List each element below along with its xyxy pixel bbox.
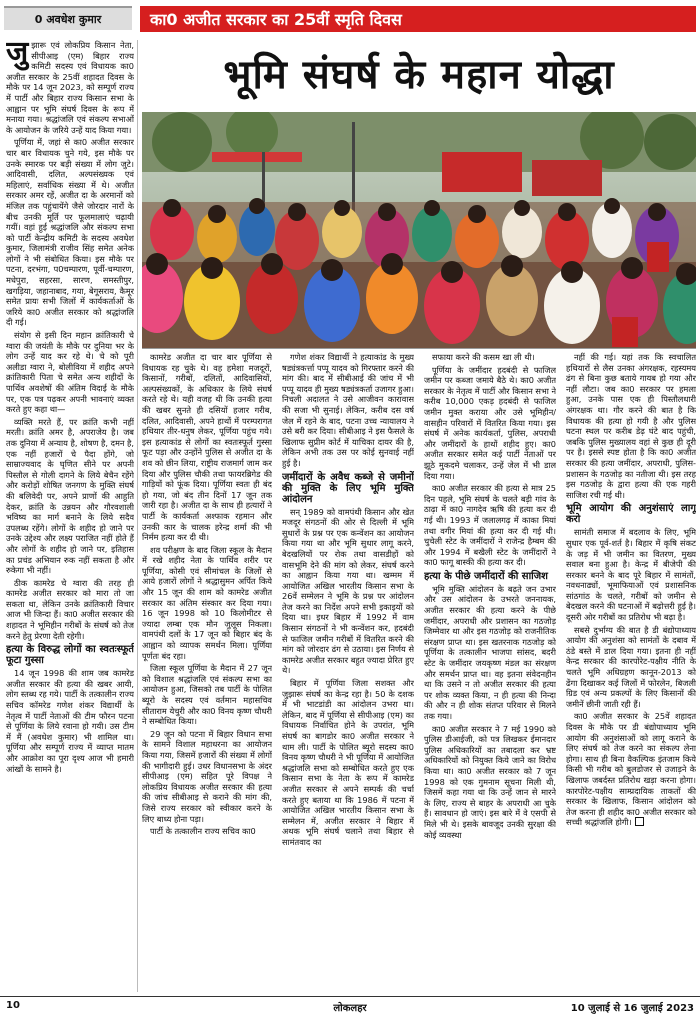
paragraph: पूर्णिया के जमींदार हदबंदी से फाजिल जमीन पर कब्जा जमाये बैठे थे। का0 अजीत सरकार के नेतृत्व में पार्टी और किसान सभा ने करीब 10,000 एकड़ हदबंदी से फाजिल जमीन मुक्त कराया और उसे भूमिहीन/वासहीन परिवारों में वितरित किया गया। इस संघर्ष में अनेक कार्यकर्ता, पुलिस, अपराधी और जमींदारों के हाथों शहीद हुए। का0 अजीत सरकार समेत कई पार्टी नेताओं पर झूठे मुकदमे चलाकर, उन्हें जेल में भी डाल दिया गया। — [424, 364, 556, 481]
byline: 0 अवधेश कुमार — [4, 6, 132, 30]
page-number: 10 — [6, 1000, 20, 1011]
paragraph: संयोग से इसी दिन महान क्रांतिकारी चे ग्वारा की जयंती के मौके पर दुनिया भर के लोग उन्हें याद कर रहे थे। चे को पूरी अलीडा ग्वारा ने, बोलीविया में शहीद अपने क्रांतिकारी पिता चे समेत अन्य शहीदों के पार्थिव अवशेषों की अंतिम विदाई के मौके पर, एक पत्र पढ़कर अपनी भावनाएं व्यक्त करते हुए कहा था— — [6, 330, 134, 415]
paragraph: सबसे दुर्भाग्य की बात है डी बंद्योपाध्याय आयोग की अनुशंसा को सामंतों के दबाव में ठंडे बस्ते में डाल दिया गया। इतना ही नहीं केन्द्र सरकार की कारपोरेट-पक्षीय नीति के चलते भूमि अधिग्रहण कानून-2013 को ढेंगा दिखाकर कई जिलों में फोरलेन, बिजली ग्रिड एवं अन्य प्रकल्पों के लिए किसानों की जमीनें छीनी जाती रही हैं। — [566, 624, 696, 709]
paragraph: झारू एवं लोकप्रिय किसान नेता, सीपीआइ (एम) बिहार राज्य कमिटी सदस्य एवं विधायक का0 अजीत सरकार के 25वीं शहादत दिवस के मौके पर 14 जून 2023, को सम्पूर्ण राज्य में पार्टी और बिहार राज्य किसान सभा के आह्वान पर भूमि संघर्ष दिवस के रूप में मनाया गया। श्रद्धांजलि एवं संकल्प सभाओं के आयोजन के जरिये उन्हें याद किया गया। — [6, 40, 134, 135]
paragraph: बिहार में पूर्णिया जिला सशक्त और जुझारू संघर्ष का केन्द्र रहा है। 50 के दशक में भी भाटडांडी का आंदोलन उभरा था। लेकिन, बाद में पूर्णिया से सीपीआइ (एम) का विधायक निर्वाचित होने के उपरांत, भूमि संघर्ष का बागडोर का0 अजीत सरकार ने थाम ली। पार्टी के पोलित ब्यूरो सदस्य का0 विनय कृष्ण चौधरी ने भी पूर्णिया में आयोजित श्रद्धांजलि सभा को सम्बोधित करते हुए एक किसान सभा के नेता के रूप में कामरेड अजीत सरकार से अपने सम्पर्क की चर्चा करते हुए बताया था कि 1986 में पटना में आयोजित अखिल भारतीय किसान सभा के सम्मेलन में, अजीत सरकार ने बिहार में अथक भूमि संघर्ष चलाने तथा बिहार से सामंतवाद का — [282, 678, 414, 847]
crowd-illustration — [142, 112, 696, 348]
paragraph: सामंती समाज में बदलाव के लिए, भूमि सुधार एक पूर्व-शर्त है। बिहार में कृषि संकट के जड़ में भी जमीन का वितरण, मुख्य सवाल बना हुआ है। केन्द्र में बीजेपी की सरकार बनने के बाद पूरे बिहार में सामंतों, नवधनाढ्यों, भूमाफियाओं एवं प्रशासनिक सांठगांठ के चलते, गरीबों को जमीन से बेदखल करने की घटनाओं में बढ़ोत्तरी हुई है। दूसरी ओर गरीबों का प्रतिरोध भी बढ़ा है। — [566, 527, 696, 623]
publication-name: लोकलहर — [333, 1003, 367, 1014]
paragraph: 14 जून 1998 की शाम जब कामरेड अजीत सरकार की हत्या की खबर आयी, लोग स्तब्ध रह गये। पार्टी के तत्कालीन राज्य सचिव कॉमरेड गणेश शंकर विद्यार्थी के नेतृत्व में पार्टी नेताओं की टीम फौरन पटना से पूर्णिया के लिये रवाना हो गयी। उस टीम में मैं (अवधेश कुमार) भी शामिल था। पूर्णिया और सम्पूर्ण राज्य में व्याप्त मातम और आक्रोश का पूरा दृश्य आज भी हमारी आंखों के सामने है। — [6, 668, 134, 774]
column-divider — [137, 40, 138, 992]
issue-date: 10 जुलाई से 16 जुलाई 2023 — [570, 1003, 694, 1014]
gathering-photo — [142, 112, 696, 349]
column-5 — [566, 352, 696, 990]
subheading: हत्या के विरुद्ध लोगों का स्वतःस्फूर्त फूटा गुस्सा — [6, 644, 134, 667]
column-3 — [282, 352, 414, 990]
paragraph: व्यक्ति मरते हैं, पर क्रांति कभी नहीं मरती। क्रांति अमर है, अपराजेय है। जब तक दुनिया में अन्याय है, शोषण है, दमन है, एक नहीं हजारों चे पैदा होंगे, जो साम्राज्यवाद के घृणित सीने पर अपनी पिस्तौल से गोली दागने के लिये बेचैन रहेंगे और करोड़ों शोषित जनगण के मुक्ति संघर्ष की बलिवेदी पर, अपने प्राणों की आहुति देकर, क्रांति के उन्नयन और गौरवशाली भविष्य का मार्ग बनाने के लिये सदैव उपलब्ध रहेंगे। लोगों के शहीद हो जाने पर उनके उद्देश्य और लक्ष्य पराजित नहीं होते हैं और लोगों के शहीद हो जाने पर, इतिहास का प्रचंड अभियान रुक नहीं सकता है और रुकेगा भी नहीं। — [6, 416, 134, 576]
kicker-banner: का0 अजीत सरकार का 25वीं स्मृति दिवस — [140, 6, 696, 32]
paragraph: जिला स्कूल पूर्णिया के मैदान में 27 जून को विशाल श्रद्धांजलि एवं संकल्प सभा का आयोजन हुआ, जिसको तब पार्टी के पोलित ब्यूरो के सदस्य एवं वर्तमान महासचिव सीताराम येचुरी और का0 विनय कृष्ण चौधरी ने सम्बोधित किया। — [142, 663, 272, 727]
column-2 — [142, 352, 272, 990]
column-4 — [424, 352, 556, 990]
column-1 — [6, 40, 134, 990]
paragraph: भूमि मुक्ति आंदोलन के बढ़ते जन उभार और उस आंदोलन के उभरते जननायक, अजीत सरकार की हत्या करने के पीछे जमींदार, अपराधी और प्रशासन का गठजोड़ जिम्मेवार था और इस गठजोड़ को राजनीतिक संरक्षण प्राप्त था। इस खतरनाक गठजोड़ को पूर्णिया के तत्कालीन भाजपा सांसद, बदरी स्टेट के जमींदार जयकृष्ण मंडल का संरक्षण और समर्थन प्राप्त था। वह इतना संवेदनहीन था कि उसने न तो अजीत सरकार की हत्या पर शोक व्यक्त किया, न ही हत्या की निन्दा की और न ही शोक संतप्त परिवार से मिलने तक गया। — [424, 583, 556, 721]
paragraph: नहीं की गई। यहां तक कि स्वचालित हथियारों से लैस उनका अंगरक्षक, रहस्यमय ढंग से बिना कुछ बताये गायब हो गया और नहीं लौटा। जब का0 सरकार पर हमला हुआ, उनके पास एक ही पिस्तौलधारी अंगरक्षक था। गौर करने की बात है कि विधायक की हत्या हो गयी है और पुलिस घटना स्थल पर करीब डेढ़ घंटे बाद पहुंची, जबकि पुलिस मुख्यालय वहां से कुछ ही दूरी पर है। इससे स्पष्ट होता है कि का0 अजीत सरकार की हत्या जमींदार, अपराधी, पुलिस-प्रशासन के गठजोड़ का नतीजा थी। इस तरह इस गठजोड़ के द्वारा हत्या की एक गहरी साजिश रची गई थी। — [566, 352, 696, 500]
paragraph: का0 अजीत सरकार की हत्या से मात्र 25 दिन पहले, भूमि संघर्ष के चलते बड़ी गांव के ठाढ़ा में का0 नागदेव ऋषि की हत्या कर दी गई थी। 1993 में जलालगढ़ में काका मियां तथा वगीर मियां की हत्या कर दी गई थी। चुचेली स्टेट के जमींदारों ने राजेन्द्र हैम्बम की और 1994 में बखैली स्टेट के जमींदारों ने का0 फागू बास्की की हत्या कर दी। — [424, 483, 556, 568]
paragraph: पूर्णिया में, जहां से का0 अजीत सरकार चार बार विधायक चुने गये, इस मौके पर उनके स्मारक पर बड़ी संख्या में लोग जुटे। आदिवासी, दलित, अल्पसंख्यक एवं महिलाएं, सर्वाधिक संख्या में थे। अजीत सरकार अमर रहें, अजीत दा के अरमानों को मंजिल तक पहुंचायेंगे जैसे जोरदार नारों के बीच उनकी मूर्ति पर फूलमालाएं चढ़ायी गयीं। वहां हुई श्रद्धांजलि और संकल्प सभा को पार्टी केन्द्रीय कमिटी के सदस्य अवधेश कुमार, जिलामंत्री राजीव सिंह समेत अनेक लोगों ने भी संबोधित किया। इस मौके पर पटना, दरभंगा, प0चम्पारण, पूर्वी-चम्पारण, मधेपुरा, सहरसा, सारण, समस्तीपुर, खगड़िया, जहानाबाद, गया, बेगूसराय, कैमूर समेत प्रायः सभी जिलों में कार्यकर्ताओं के जरिये का0 अजीत सरकार को श्रद्धांजलि दी गई। — [6, 137, 134, 328]
headline: भूमि संघर्ष के महान योद्धा — [223, 50, 615, 98]
subheading: भूमि आयोग की अनुशंसाएं लागू करो — [566, 503, 696, 526]
end-mark-icon — [635, 817, 644, 826]
paragraph: पार्टी के तत्कालीन राज्य सचिव का0 — [150, 826, 256, 837]
paragraph: का0 अजीत सरकार ने 7 मई 1990 को पुलिस डीआईजी, को पत्र लिखकर ईमानदार पुलिस अधिकारियों का तबादला कर भ्रष्ट अधिकारियों को नियुक्त किये जाने का विरोध किया था। का0 अजीत सरकार को 7 जून 1998 को एक गुमनाम सूचना मिली थी, जिसमें कहा गया था कि उन्हें जान से मारने के लिए, राज्य से बाहर के अपराधी आ चुके हैं। सावधान हो जाएं। इस बारे में वे एसपी से मिले भी थे। इसके बावजूद उनकी सुरक्षा की कोई व्यवस्था — [424, 723, 556, 840]
paragraph: गणेश शंकर विद्यार्थी ने हत्याकांड के मुख्य षड्यंत्रकर्त्ता पप्पू यादव को गिरफ्तार करने की मांग की। बाद में सीबीआई की जांच में भी पप्पू यादव ही मुख्य षड्यंत्रकर्ता उजागर हुआ। निचली अदालत ने उसे आजीवन कारावास की सजा भी सुनाई। लेकिन, करीब दस वर्ष जेल में रहने के बाद, पटना उच्च न्यायालय ने उसे बरी कर दिया। सीबीआइ ने इस फैसले के खिलाफ सुप्रीम कोर्ट में याचिका दायर की है, लेकिन अभी तक उस पर कोई सुनवाई नहीं हुई है। — [282, 352, 414, 468]
subheading: जमींदारों के अवैध कब्जे से जमीनों की मुक्ति के लिए भूमि मुक्ति आंदोलन — [282, 471, 414, 505]
subheading: हत्या के पीछे जमींदारों की साजिश — [424, 570, 548, 582]
paragraph: का0 अजीत सरकार के 25वें शहादत दिवस के मौके पर डी बंद्योपाध्याय भूमि आयोग की अनुशंसाओं को लागू कराने के लिए संघर्ष को तेज करने का संकल्प लेना होगा। साथ ही बिना वैकल्पिक इंतजाम किये किसी भी गरीब को बुलडोजर से उजाड़ने के खिलाफ जबर्दस्त प्रतिरोध खड़ा करना होगा। कारपोरेट-पक्षीय साम्प्रदायिक ताकतों की सरकार के खिलाफ, किसान आंदोलन को तेज करना ही शहीद का0 अजीत सरकार को सच्ची श्रद्धांजलि होगी। — [566, 711, 696, 828]
paragraph: शव परीक्षण के बाद जिला स्कूल के मैदान में रखे शहीद नेता के पार्थिव शरीर पर पूर्णिया, कोसी एवं सीमांचल के जिलों से आये हजारों लोगों ने श्रद्धासुमन अर्पित किये और 15 जून की शाम को कामरेड अजीत सरकार का अंतिम संस्कार कर दिया गया। 16 जून 1998 को 10 किलोमीटर से ज्यादा लम्बा एक मौन जुलूस निकला। वामपंथी दलों के 17 जून को बिहार बंद के आह्वान को व्यापक समर्थन मिला। पूर्णिया पूर्णतः बंद रहा। — [142, 544, 272, 661]
paragraph: कामरेड अजीत दा चार बार पूर्णिया से विधायक रह चुके थे। वह हमेशा मजदूरों, किसानों, गरीबों, दलितों, आदिवासियों, अल्पसंख्यकों, के अधिकार के लिये संघर्ष करते रहे थे। यही वजह थी कि उनकी हत्या की खबर सुनते ही दसियों हजार गरीब, दलित, आदिवासी, अपने हाथों में परम्परागत हथियार तीर-धनुष लेकर, पूर्णिया पहुंच गये। इस हत्याकांड से लोगों का स्वतःस्फूर्त गुस्सा फूट पड़ा और उन्होंने पुलिस से अजीत दा के शव को छीन लिया, राष्ट्रीय राजमार्ग जाम कर दिया और पुलिस चौकी तथा फायरब्रिगेड की गाड़ियों को फूंक दिया। पूर्णिया स्वतः ही बंद हो गया, जो बंद तीन दिनों 17 जून तक जारी रहा है। अजीत दा के साथ ही हत्यारों ने पार्टी के कार्यकर्ता अश्फाक रहमान और उनकी कार के चालक हरेन्द्र शर्मा की भी निर्मम हत्या कर दी थी। — [142, 352, 272, 543]
drop-cap: जु — [6, 40, 29, 70]
paragraph: ठीक कामरेड चे ग्वारा की तरह ही कामरेड अजीत सरकार को मारा तो जा सकता था, लेकिन उनके क्रांतिकारी विचार आज भी जिन्दा हैं। का0 अजीत सरकार की शहादत ने भूमिहीन गरीबों के संघर्ष को तेज करने हेतु प्रेरणा देती रहेगी। — [6, 577, 134, 641]
page-footer — [0, 996, 700, 1016]
paragraph: सन् 1989 को वामपंथी किसान और खेत मजदूर संगठनों की ओर से दिल्ली में भूमि सुधारों के प्रश्न पर एक कन्वेंशन का आयोजन किया गया था और भूमि सुधार लागू करने, बेदखलियों पर रोक तथा वासडीहों को वासभूमि देने की मांग को लेकर, संघर्ष करने का आह्वान किया गया था। खम्मम में आयोजित अखिल भारतीय किसान सभा के 26वें सम्मेलन ने भूमि के प्रश्न पर आंदोलन तेज करने का निर्देश अपने सभी इकाइयों को दिया था। इधर बिहार में 1992 में वाम किसान संगठनों ने भी कन्वेंशन कर, हदबंदी से फाजिल जमीन गरीबों में वितरित करने की मांग को जोरदार ढंग से उठाया। इस निर्णय से कामरेड अजीत सरकार बहुत ज्यादा प्रेरित हुए थे। — [282, 506, 414, 676]
paragraph: सफाया करने की कसम खा ली थी। — [432, 352, 535, 362]
paragraph: 29 जून को पटना में बिहार विधान सभा के सामने विशाल महाधरना का आयोजन किया गया, जिसमें हजारों की संख्या में लोगों की भागीदारी हुई। उधर विधानसभा के अंदर सीपीआइ (एम) सहित पूरे विपक्ष ने लोकप्रिय विधायक अजीत सरकार की हत्या की जांच सीबीआइ से कराने की मांग की, जिसे राज्य सरकार को स्वीकार करने के लिए बाध्य होना पड़ा। — [142, 728, 272, 824]
